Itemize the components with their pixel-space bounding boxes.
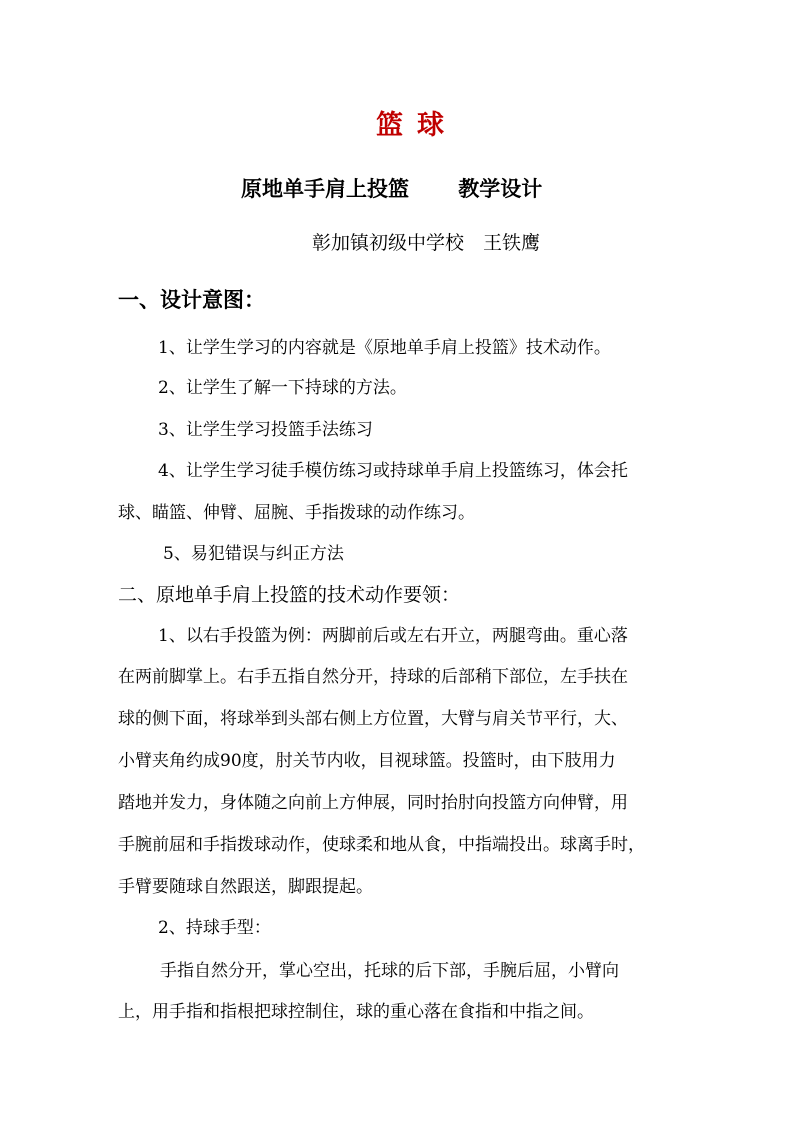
section1-item: 3、让学生学习投篮手法练习 <box>158 420 373 440</box>
section2-paragraph2-line: 上，用手指和指根把球控制住，球的重心落在食指和中指之间。 <box>118 1002 594 1022</box>
section1-item: 1、让学生学习的内容就是《原地单手肩上投篮》技术动作。 <box>158 338 611 358</box>
document-title: 篮球 <box>376 110 458 141</box>
section2-paragraph2-line: 手指自然分开，掌心空出，托球的后下部，手腕后屈，小臂向 <box>160 961 619 981</box>
document-subtitle: 原地单手肩上投篮 教学设计 <box>241 177 543 201</box>
section1-item: 5、易犯错误与纠正方法 <box>163 544 344 564</box>
section2-paragraph-line: 踏地并发力，身体随之向前上方伸展，同时抬肘向投篮方向伸臂，用 <box>118 793 628 813</box>
section1-item: 4、让学生学习徒手模仿练习或持球单手肩上投篮练习，体会托 <box>158 461 628 481</box>
section1-item: 球、瞄篮、伸臂、屈腕、手指拨球的动作练习。 <box>118 503 475 523</box>
section2-paragraph-line: 1、以右手投篮为例：两脚前后或左右开立，两腿弯曲。重心落 <box>158 626 628 646</box>
section2-subheading: 2、持球手型： <box>158 918 271 938</box>
section2-paragraph-line: 小臂夹角约成90度，肘关节内收，目视球篮。投篮时，由下肢用力 <box>118 751 616 771</box>
section2-paragraph-line: 球的侧下面，将球举到头部右侧上方位置，大臂与肩关节平行，大、 <box>118 709 628 729</box>
section2-heading: 二、原地单手肩上投篮的技术动作要领： <box>118 584 461 606</box>
section2-paragraph-line: 手臂要随球自然跟送，脚跟提起。 <box>118 877 373 897</box>
section1-heading: 一、设计意图： <box>118 288 265 312</box>
section1-item: 2、让学生了解一下持球的方法。 <box>158 378 407 398</box>
section2-paragraph-line: 手腕前屈和手指拨球动作，使球柔和地从食，中指端投出。球离手时， <box>118 835 645 855</box>
section2-paragraph-line: 在两前脚掌上。右手五指自然分开，持球的后部稍下部位，左手扶在 <box>118 667 628 687</box>
document-author: 彰加镇初级中学校 王铁鹰 <box>312 232 541 254</box>
